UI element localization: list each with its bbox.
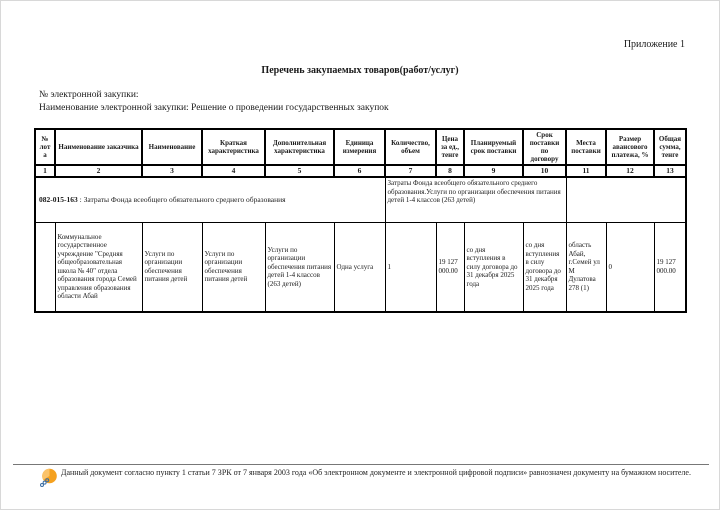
legal-note: Данный документ согласно пункту 1 статьи 7 ЗРК от 7 января 2003 года «Об электронном документе и электронной цифровой подписи» равнозначен документу на бумажном носителе. <box>61 468 691 477</box>
cell-additional-description: Услуги по организации обеспечения питания детей 1-4 классов (263 детей) <box>265 222 334 312</box>
cell-quantity: 1 <box>385 222 436 312</box>
cell-unit: Одна услуга <box>334 222 385 312</box>
cell-short-description: Услуги по организации обеспечения питания детей <box>202 222 265 312</box>
column-number: 2 <box>55 165 142 177</box>
table-row <box>35 222 686 312</box>
appendix-label: Приложение 1 <box>623 39 685 50</box>
column-number: 13 <box>654 165 686 177</box>
column-number: 9 <box>464 165 523 177</box>
purchase-name-line: Наименование электронной закупки: Решение о проведении государственных закупок <box>39 103 389 113</box>
header-additional-description: Дополнительная характеристика <box>265 129 334 165</box>
budget-program-code: 082-015-163 <box>39 194 78 204</box>
purchase-number-line: № электронной закупки: <box>39 90 139 100</box>
column-number: 7 <box>385 165 436 177</box>
digital-signature-icon <box>38 468 58 489</box>
budget-program-cell <box>35 177 385 222</box>
budget-program-row <box>35 177 686 222</box>
cell-total-sum: 19 127 000.00 <box>654 222 686 312</box>
header-advance-payment: Размер авансового платежа, % <box>606 129 654 165</box>
column-number: 6 <box>334 165 385 177</box>
header-total-sum: Общая сумма, тенге <box>654 129 686 165</box>
budget-program-empty-cell <box>566 177 686 222</box>
column-number: 5 <box>265 165 334 177</box>
cell-contract-term: со дня вступления в силу договора до 31 декабря 2025 года <box>523 222 566 312</box>
column-number: 10 <box>523 165 566 177</box>
header-short-description: Краткая характеристика <box>202 129 265 165</box>
cell-lot-number <box>35 222 55 312</box>
header-customer: Наименование заказчика <box>55 129 142 165</box>
column-number: 11 <box>566 165 606 177</box>
header-unit: Единица измерения <box>334 129 385 165</box>
column-number: 1 <box>35 165 55 177</box>
column-number: 3 <box>142 165 202 177</box>
cell-advance-payment: 0 <box>606 222 654 312</box>
header-quantity: Количество, объем <box>385 129 436 165</box>
cell-name: Услуги по организации обеспечения питания детей <box>142 222 202 312</box>
column-number: 8 <box>436 165 464 177</box>
procurement-table <box>34 128 687 313</box>
cell-customer: Коммунальное государственное учреждение "Средняя общеобразовательная школа № 40" отдела образования города Семей управления образования области Абай <box>55 222 142 312</box>
cell-unit-price: 19 127 000.00 <box>436 222 464 312</box>
cell-planned-term: со дня вступления в силу договора до 31 декабря 2025 года <box>464 222 523 312</box>
budget-program-description: Затраты Фонда всеобщего обязательного среднего образования.Услуги по организации обеспечения питания детей 1-4 классов (263 детей) <box>385 177 566 222</box>
header-planned-term: Планируемый срок поставки <box>464 129 523 165</box>
header-name: Наименование <box>142 129 202 165</box>
page-title: Перечень закупаемых товаров(работ/услуг) <box>261 65 459 76</box>
header-delivery-place: Места поставки <box>566 129 606 165</box>
column-numbers-row <box>35 165 686 177</box>
budget-program-title: : Затраты Фонда всеобщего обязательного среднего образования <box>77 194 286 204</box>
column-number: 12 <box>606 165 654 177</box>
header-lot-number: № лота <box>35 129 55 165</box>
cell-delivery-place: область Абай, г.Семей ул М Дулатова 278 (1) <box>566 222 606 312</box>
header-unit-price: Цена за ед., тенге <box>436 129 464 165</box>
column-number: 4 <box>202 165 265 177</box>
table-header-row <box>35 129 686 165</box>
footer-divider <box>13 464 709 465</box>
header-contract-term: Срок поставки по договору <box>523 129 566 165</box>
